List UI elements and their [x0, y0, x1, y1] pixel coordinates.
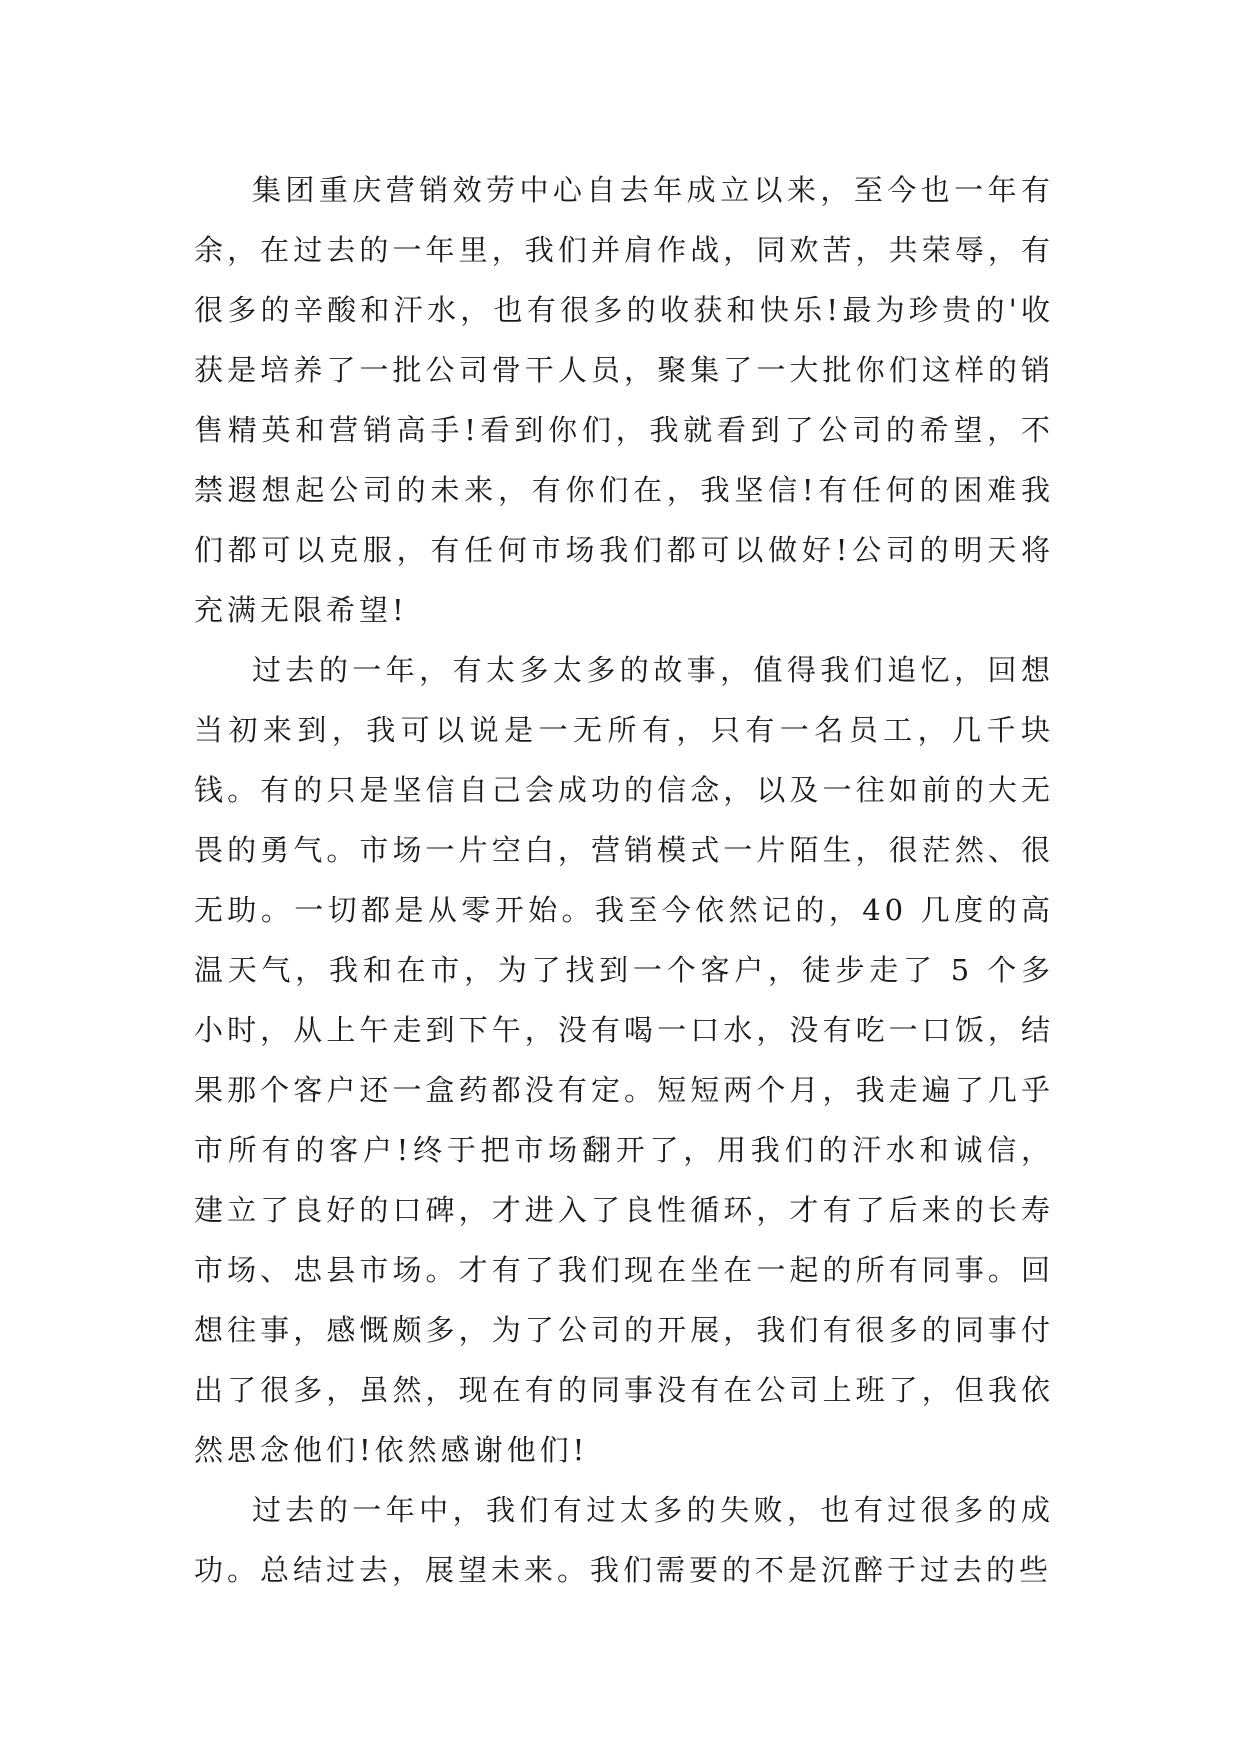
document-body	[194, 160, 1054, 1600]
paragraph-2: 过去的一年，有太多太多的故事，值得我们追忆，回想当初来到，我可以说是一无所有，只有一名员工，几千块钱。有的只是坚信自己会成功的信念，以及一往如前的大无畏的勇气。市场一片空白，营销模式一片陌生，很茫然、很无助。一切都是从零开始。我至今依然记的，40 几度的高温天气，我和在市，为了找到一个客户，徒步走了 5 个多小时，从上午走到下午，没有喝一口水，没有吃一口饭，结果那个客户还一盒药都没有定。短短两个月，我走遍了几乎市所有的客户!终于把市场翻开了，用我们的汗水和诚信，建立了良好的口碑，才进入了良性循环，才有了后来的长寿市场、忠县市场。才有了我们现在坐在一起的所有同事。回想往事，感慨颇多，为了公司的开展，我们有很多的同事付出了很多，虽然，现在有的同事没有在公司上班了，但我依然思念他们!依然感谢他们!	[194, 653, 1054, 1467]
paragraph-1: 集团重庆营销效劳中心自去年成立以来，至今也一年有余，在过去的一年里，我们并肩作战，同欢苦，共荣辱，有很多的辛酸和汗水，也有很多的收获和快乐!最为珍贵的'收获是培养了一批公司骨干人员，聚集了一大批你们这样的销售精英和营销高手!看到你们，我就看到了公司的希望，不禁遐想起公司的未来，有你们在，我坚信!有任何的困难我们都可以克服，有任何市场我们都可以做好!公司的明天将充满无限希望!	[194, 173, 1054, 627]
paragraph-3: 过去的一年中，我们有过太多的失败，也有过很多的成功。总结过去，展望未来。我们需要的不是沉醉于过去的些	[194, 1493, 1054, 1587]
